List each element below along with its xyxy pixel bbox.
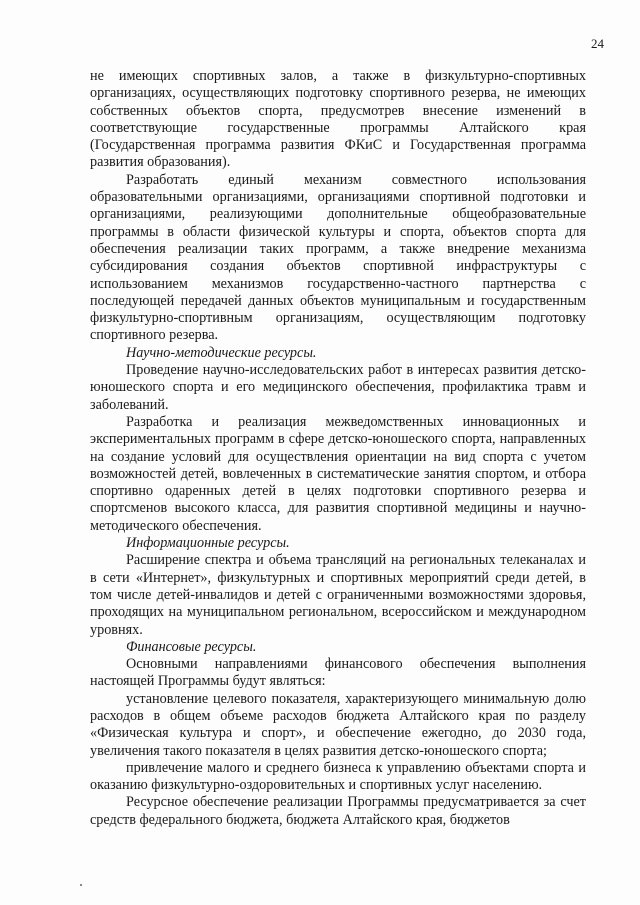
list-paragraph: установление целевого показателя, характеризующего минимальную долю расходов в общем объеме расходов бюджета Алтайского края по разделу «Физическая культура и спорт», и обеспечение ежегодно, до 2030 года, увеличения такого показателя в целях развития детско-юношеского спорта;	[90, 690, 586, 759]
paragraph: Расширение спектра и объема трансляций на региональных телеканалах и в сети «Интернет», физкультурных и спортивных мероприятий среди детей, в том числе детей-инвалидов и детей с ограниченными возможностями здоровья, проходящих на муниципальном региональном, всероссийском и международном уровнях.	[90, 552, 586, 638]
paragraph: Разработка и реализация межведомственных инновационных и экспериментальных программ в сфере детско-юношеского спорта, направленных на создание условий для осуществления ориентации на вид спорта с учетом возможностей детей, вовлеченных в систематические занятия спортом, и отбора спортивно одаренных детей в целях подготовки спортивного резерва и спортсменов высокого класса, для развития спортивной медицины и научно-методического обеспечения.	[90, 413, 586, 534]
paragraph: Разработать единый механизм совместного использования образовательными организациями, организациями спортивной подготовки и организациями, реализующими дополнительные общеобразовательные программы в области физической культуры и спорта, объектов спорта для обеспечения реализации таких программ, а также внедрение механизма субсидирования создания объектов спортивной инфраструктуры с использованием механизмов государственно-частного партнерства с последующей передачей данных объектов муниципальным и государственным физкультурно-спортивным организациям, осуществляющим подготовку спортивного резерва.	[90, 171, 586, 344]
section-heading: Финансовые ресурсы.	[126, 638, 257, 655]
paragraph: Проведение научно-исследовательских работ в интересах развития детско-юношеского спорта и его медицинского обеспечения, профилактика травм и заболеваний.	[90, 362, 586, 413]
document-body	[90, 68, 586, 829]
section-heading: Научно-методические ресурсы.	[126, 344, 317, 361]
section-heading: Информационные ресурсы.	[126, 535, 290, 552]
paragraph: Ресурсное обеспечение реализации Программы предусматривается за счет средств федерального бюджета, бюджета Алтайского края, бюджетов	[90, 794, 586, 828]
scan-speck	[80, 884, 82, 886]
list-paragraph: привлечение малого и среднего бизнеса к управлению объектами спорта и оказанию физкультурно-оздоровительных и спортивных услуг населению.	[90, 759, 586, 794]
page-number: 24	[591, 36, 604, 51]
paragraph: не имеющих спортивных залов, а также в физкультурно-спортивных организациях, осуществляющих подготовку спортивного резерва, не имеющих собственных объектов спорта, предусмотрев внесение изменений в соответствующие государственные программы Алтайского края (Государственная программа развития ФКиС и Государственная программа развития образования).	[90, 68, 586, 171]
paragraph: Основными направлениями финансового обеспечения выполнения настоящей Программы будут являться:	[90, 656, 586, 690]
